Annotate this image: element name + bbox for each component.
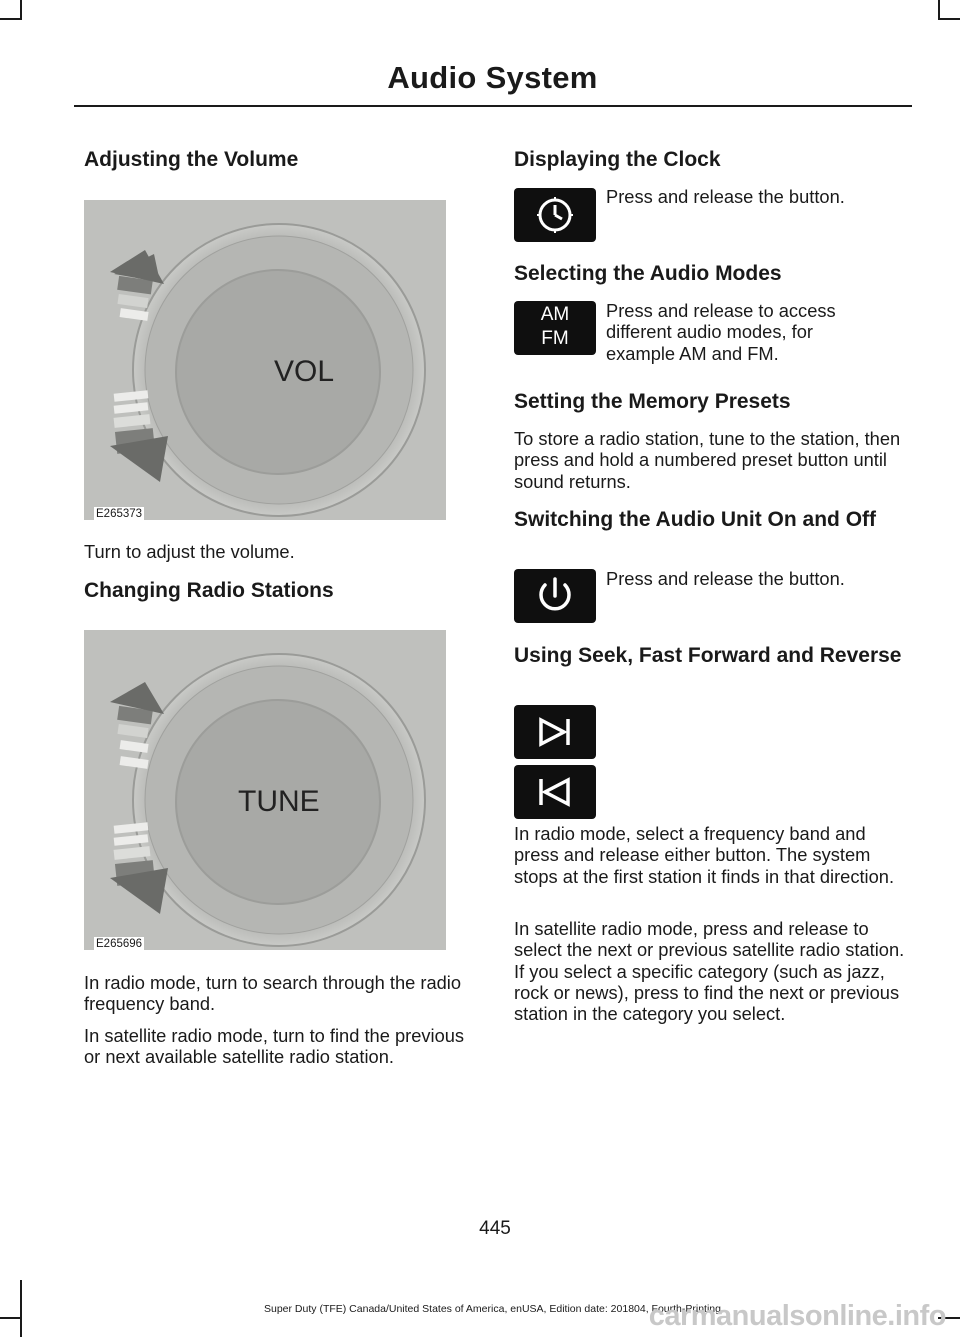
page-number: 445 bbox=[479, 1218, 511, 1239]
page-title: Audio System bbox=[387, 60, 598, 95]
volume-text: Turn to adjust the volume. bbox=[84, 541, 295, 562]
radio-heading: Changing Radio Stations bbox=[84, 579, 334, 602]
am-label: AM bbox=[540, 304, 570, 325]
power-text: Press and release the button. bbox=[606, 568, 845, 589]
header-divider bbox=[74, 105, 912, 107]
seek-forward-button-icon bbox=[514, 705, 596, 759]
tune-knob-figure bbox=[84, 630, 446, 950]
presets-text: To store a radio station, tune to the station, then press and hold a numbered preset button until sound returns. bbox=[514, 428, 901, 492]
crop-mark bbox=[0, 18, 20, 20]
skip-forward-icon bbox=[514, 705, 596, 759]
modes-text: Press and release to access different audio modes, for example AM and FM. bbox=[606, 300, 836, 364]
watermark: carmanualsonline.info bbox=[648, 1300, 946, 1332]
seek-back-button-icon bbox=[514, 765, 596, 819]
knob-label: VOL bbox=[274, 355, 335, 388]
figure-id: E265696 bbox=[96, 938, 143, 950]
power-heading: Switching the Audio Unit On and Off bbox=[514, 508, 877, 531]
volume-knob-illustration bbox=[84, 200, 446, 520]
modes-heading: Selecting the Audio Modes bbox=[514, 262, 782, 285]
crop-mark bbox=[938, 0, 940, 20]
tune-knob-illustration bbox=[84, 630, 446, 950]
power-icon bbox=[514, 569, 596, 623]
volume-heading: Adjusting the Volume bbox=[84, 148, 299, 171]
crop-mark bbox=[20, 0, 22, 20]
power-button-icon bbox=[514, 569, 596, 623]
figure-id: E265373 bbox=[96, 508, 143, 520]
fm-label: FM bbox=[541, 328, 569, 349]
crop-mark bbox=[940, 18, 960, 20]
crop-mark bbox=[0, 1317, 20, 1319]
seek-text-2: In satellite radio mode, press and release to select the next or previous satellite radio station. If you select a specific category (such as jazz, rock or news), press to find the next or previous station in the category you select. bbox=[514, 918, 905, 1025]
clock-icon bbox=[514, 188, 596, 242]
am-fm-button-icon bbox=[514, 301, 596, 355]
clock-heading: Displaying the Clock bbox=[514, 148, 721, 171]
radio-text-1: In radio mode, turn to search through the radio frequency band. bbox=[84, 972, 462, 1015]
radio-text-2: In satellite radio mode, turn to find the previous or next available satellite radio station. bbox=[84, 1025, 465, 1068]
seek-text-1: In radio mode, select a frequency band and press and release either button. The system stops at the first station it finds in that direction. bbox=[514, 823, 895, 887]
seek-heading: Using Seek, Fast Forward and Reverse bbox=[514, 644, 902, 667]
clock-text: Press and release the button. bbox=[606, 186, 845, 207]
edition-footer: Super Duty (TFE) Canada/United States of America, enUSA, Edition date: 201804, Fourth-Printing bbox=[264, 1303, 721, 1315]
volume-knob-figure bbox=[84, 200, 446, 520]
knob-label: TUNE bbox=[238, 785, 320, 818]
skip-back-icon bbox=[514, 765, 596, 819]
presets-heading: Setting the Memory Presets bbox=[514, 390, 791, 413]
clock-button-icon bbox=[514, 188, 596, 242]
